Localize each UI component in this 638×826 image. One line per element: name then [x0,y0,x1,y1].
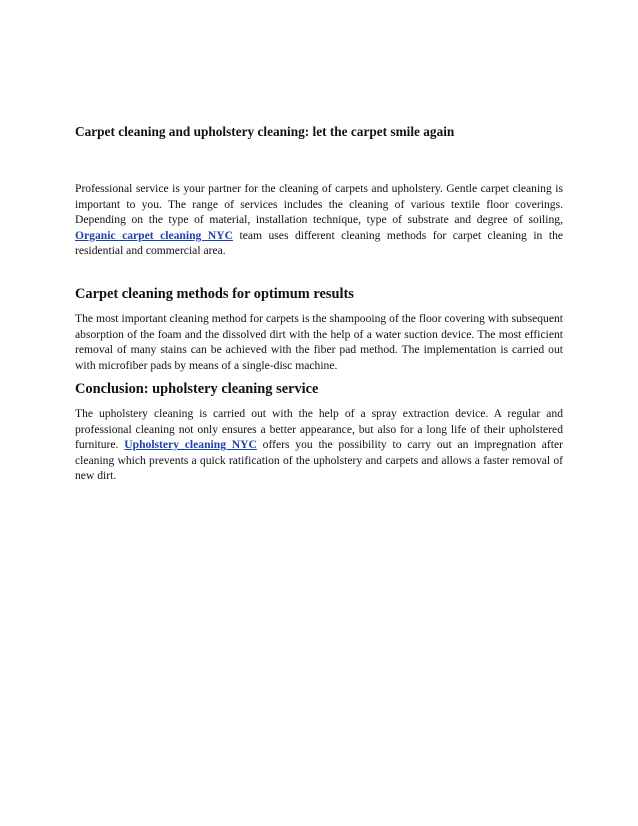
section-heading-conclusion: Conclusion: upholstery cleaning service [75,381,319,397]
conclusion-text-before-link: The upholstery cleaning is carried out with the help of a spray extraction device. A regular and professional cleaning not only ensures a better appearance, but also for a long life of their upholstered furniture. [75,407,563,452]
section-heading-methods: Carpet cleaning methods for optimum results [75,286,354,302]
methods-paragraph: The most important cleaning method for carpets is the shampooing of the floor covering with subsequent absorption of the foam and the dissolved dirt with the help of a water suction device. The most efficient removal of many stains can be achieved with the fiber pad method. The implementation is carried out with microfiber pads by means of a single-disc machine. [75,312,563,372]
upholstery-cleaning-link[interactable]: Upholstery cleaning NYC [124,438,257,452]
conclusion-text-after-link: offers you the possibility to carry out an impregnation after cleaning which prevents a quick ratification of the upholstery and carpets and allows a faster removal of new dirt. [75,438,564,483]
intro-paragraph [75,181,563,259]
conclusion-paragraph [75,406,563,484]
intro-text-before-link: Professional service is your partner for the cleaning of carpets and upholstery. Gentle carpet cleaning is important to you. The range of services includes the cleaning of various textile floor coverings. Depending on the type of material, installation technique, type of substrate and degree of soiling, [75,182,563,227]
organic-carpet-cleaning-link[interactable]: Organic carpet cleaning NYC [75,228,233,242]
document-title: Carpet cleaning and upholstery cleaning: let the carpet smile again [75,124,455,139]
intro-text-after-link: team uses different cleaning methods for carpet cleaning in the residential and commercial area. [75,228,564,258]
